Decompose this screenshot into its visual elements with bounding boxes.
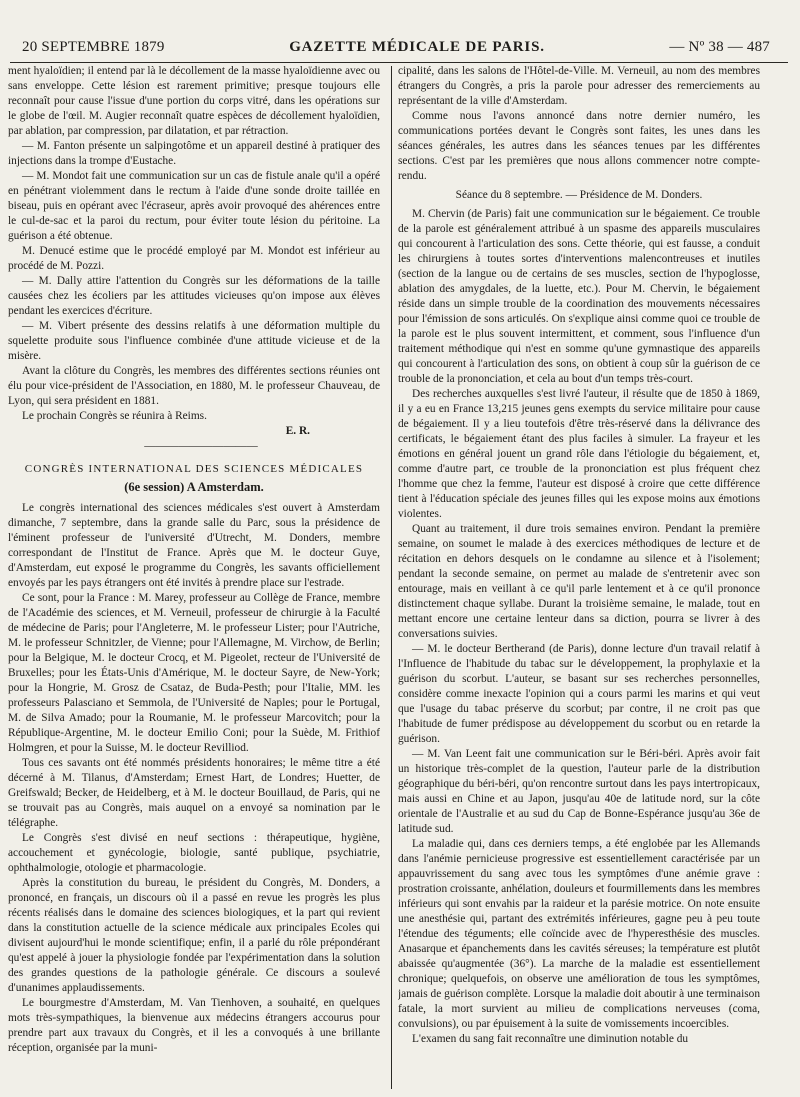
section-title: CONGRÈS INTERNATIONAL DES SCIENCES MÉDICALES <box>24 463 364 475</box>
paragraph: Des recherches auxquelles s'est livré l'auteur, il résulte que de 1850 à 1869, il y a eu en France 13,215 jeunes gens exempts du service militaire pour cause de bégaiement. Il y a lieu toutefois d'être très-réservé dans la délivrance des certificats, le bégaiement étant des plus faciles à simuler. La frayeur et les émotions en général jouent un grand rôle dans l'étiologie du bégaiement, et, comme d'autre part, ce trouble de la prononciation est plus fréquent chez l'homme que chez la femme, l'auteur est disposé à croire que cette différence tient à l'éducation spéciale des jeunes filles qui les expose moins aux émotions violentes. <box>398 388 760 520</box>
paragraph: Après la constitution du bureau, le président du Congrès, M. Donders, a prononcé, en français, un discours où il a passé en revue les progrès les plus récents réalisés dans le domaine des sciences biologiques, et la part qui revient dans la constitution actuelle de la science médicale aux principales Ecoles qui divisent aujourd'hui le monde scientifique; enfin, il a parlé du rôle prépondérant qu'est appelé à jouer la physiologie fondée par l'expérimentation dans la solution des grandes questions de la pathologie générale. Ce discours a soulevé d'unanimes applaudissements. <box>8 877 380 994</box>
right-column <box>398 64 760 1092</box>
paragraph: Avant la clôture du Congrès, les membres des différentes sections réunies ont élu pour vice-président de l'Association, en 1880, M. le professeur Chauveau, de Lyon, qui sera président en 1881. <box>8 365 380 407</box>
column-divider <box>391 66 392 1089</box>
paragraph: cipalité, dans les salons de l'Hôtel-de-Ville. M. Verneuil, au nom des membres étrangers du Congrès, a pris la parole pour adresser des remerciements au représentant de la ville d'Amsterdam. <box>398 65 760 107</box>
session-heading: Séance du 8 septembre. — Présidence de M. Donders. <box>455 189 703 201</box>
paragraph: M. Denucé estime que le procédé employé par M. Mondot est inférieur au procédé de M. Pozzi. <box>8 245 380 272</box>
paragraph: — M. Vibert présente des dessins relatifs à une déformation multiple du squelette produite sous l'influence combinée d'une attitude vicieuse et de la misère. <box>8 320 380 362</box>
paragraph: Le Congrès s'est divisé en neuf sections : thérapeutique, hygiène, accouchement et gynécologie, biologie, santé publique, psychiatrie, ophthalmologie, otologie et pharmacologie. <box>8 832 380 874</box>
paragraph: La maladie qui, dans ces derniers temps, a été englobée par les Allemands dans l'anémie pernicieuse progressive est essentiellement caractérisée par un appauvrissement du sang avec tous les symptômes d'une anémie grave : prostration croissante, anhélation, douleurs et fourmillements dans les membres inférieurs qui sont envahis par la raideur et la parésie motrice. On note ensuite une anesthésie qui, partant des extrémités inférieures, gagne peu à peu toute l'étendue des téguments; elle coïncide avec de l'hyperesthésie des muscles. Anasarque et épanchements dans les cavités séreuses; la température est plutôt abaissée qu'augmentée (36°). La marche de la maladie est essentiellement chronique; quelquefois, on observe une amélioration de tous les symptômes, jamais de guérison complète. Lorsque la maladie doit aboutir à une terminaison fatale, la mort survient au milieu de complications nerveuses (coma, convulsions), ou par épuisement à la suite de vomissements incoercibles. <box>398 838 760 1030</box>
paragraph: ment hyaloïdien; il entend par là le décollement de la masse hyaloïdienne avec ou sans enveloppe. Cette lésion est rarement primitive; presque toujours elle reconnaît pour cause l'issue d'une portion du corps vitré, dans les opérations sur le globe de l'œil. M. Augier reconnaît quatre espèces de décollement hyaloïdien, par ablation, par compression, par dilatation, et par rétraction. <box>8 65 380 137</box>
paragraph: Le prochain Congrès se réunira à Reims. <box>22 410 207 422</box>
paragraph: — M. Mondot fait une communication sur un cas de fistule anale qu'il a opéré en pénétrant violemment dans le rectum à l'aide d'une sonde droite taillée en biseau, puis en opérant avec l'écraseur, après avoir provoqué des ahérences entre le cul-de-sac et la paroi du rectum, pour éviter toute lésion du péritoine. La guérison a été obtenue. <box>8 170 380 242</box>
header-rule <box>10 62 788 63</box>
paragraph: Quant au traitement, il dure trois semaines environ. Pendant la première semaine, on soumet le malade à des exercices méthodiques de lecture et de récitation en dehors desquels on le condamne au silence et à l'isolement; pendant la seconde semaine, on permet au malade de s'entretenir avec son entourage, mais en veillant à ce qu'il parle lentement et à ce qu'il prononce distinctement chaque syllabe. Durant la troisième semaine, le malade, tout en mettant encore une certaine lenteur dans sa diction, pourra se livrer à des conversations suivies. <box>398 523 760 640</box>
paragraph: L'examen du sang fait reconnaître une diminution notable du <box>412 1033 689 1045</box>
separator-rule: —————————— <box>144 440 258 452</box>
paragraph: — M. Fanton présente un salpingotôme et un appareil destiné à pratiquer des injections dans la trompe d'Eustache. <box>8 140 380 167</box>
page-header <box>22 34 770 60</box>
paragraph: Le bourgmestre d'Amsterdam, M. Van Tienhoven, a souhaité, en quelques mots très-sympathiques, la bienvenue aux médecins étrangers accourus pour prendre part aux travaux du Congrès, et il les a convoqués à une brillante réception, organisée par la muni- <box>8 997 380 1054</box>
section-subtitle: (6e session) A Amsterdam. <box>124 480 264 494</box>
paragraph: Le congrès international des sciences médicales s'est ouvert à Amsterdam dimanche, 7 septembre, dans la grande salle du Parc, sous la présidence de l'éminent professeur de l'université d'Utrecht, M. Donders, membre correspondant de l'Institut de France. Après que M. le docteur Guye, d'Amsterdam, eut exposé le programme du Congrès, les savants officiellement envoyés par les pays étrangers ont été invités à prendre place sur l'estrade. <box>8 502 380 589</box>
paragraph: — M. Van Leent fait une communication sur le Béri-béri. Après avoir fait un historique très-complet de la question, l'auteur parle de la distribution géographique du béri-béri, qu'on rencontre surtout dans les pays intertropicaux, mais aussi en Chine et au Japon, jusqu'au 40e de latitude nord, sur la côte orientale de l'Australie et au sud du Cap de Bonne-Espérance jusqu'au 36e de latitude sud. <box>398 748 760 835</box>
paragraph: Comme nous l'avons annoncé dans notre dernier numéro, les communications portées devant le Congrès sont faites, les unes dans les séances générales, les autres dans les séances tenues par les différentes sections. C'est par les premières que nous allons commencer notre compte-rendu. <box>398 110 760 182</box>
header-issue-page: — Nº 38 — 487 <box>669 38 770 55</box>
paragraph: M. Chervin (de Paris) fait une communication sur le bégaiement. Ce trouble de la parole est généralement attribué à un spasme des appareils musculaires qui concourent à l'articulation des sons. Cette théorie, qui est fausse, a conduit les chirurgiens à toutes sortes d'interventions malencontreuses et inutiles (section de la langue ou de certains de ses muscles, section de l'hypoglosse, ablation des amygdales, de la luette, etc.). Pour M. Chervin, le bégaiement réside dans un simple trouble de la coordination des mouvements nécessaires pour l'émission de sons articulés. On s'explique ainsi comme quoi ce trouble de la parole est le plus souvent intermittent, et comment, sous l'influence d'un traitement méthodique qui n'est en somme qu'une gymnastique des appareils qui concourent à l'articulation des sons, on obtient à coup sûr la guérison de ce trouble de la prononciation, et cela au bout d'un temps très-court. <box>398 208 760 385</box>
signature: E. R. <box>285 425 310 437</box>
header-date: 20 SEPTEMBRE 1879 <box>22 38 165 55</box>
paragraph: Ce sont, pour la France : M. Marey, professeur au Collège de France, membre de l'Académie des sciences, et M. Verneuil, professeur de chirurgie à la Faculté de médecine de Paris; pour l'Angleterre, M. le professeur Lister; pour l'Autriche, M. le professeur Schnitzler, de Vienne; pour l'Allemagne, M. Virchow, de Berlin; pour la Belgique, M. le docteur Crocq, et M. Pigeolet, recteur de l'Université de Bruxelles; pour les États-Unis d'Amérique, M. le docteur Sayre, de New-York; pour la Hongrie, M. Grosz de Csataz, de Buda-Pesth; pour l'Italie, MM. les professeurs Palasciano et Semmola, de l'Université de Naples; pour le Portugal, M. de Silva Amado; pour la Roumanie, M. le professeur Marcovitch; pour la République-Argentine, M. le docteur Emilio Coni; pour la Suède, M. Frithiof Holmgren, et pour la Suisse, M. le docteur Revilliod. <box>8 592 380 754</box>
left-column <box>8 64 380 1092</box>
paragraph: — M. le docteur Bertherand (de Paris), donne lecture d'un travail relatif à l'Influence de l'habitude du tabac sur le développement, la prophylaxie et la guérison du scorbut. L'auteur, se basant sur ses recherches personnelles, considère comme inexacte l'opinion qui a cours parmi les marins et qui veut que l'usage du tabac préserve du scorbut; par contre, il ne croit pas que l'habitude de fumer prédispose au développement du scorbut ou en retarde la guérison. <box>398 643 760 745</box>
paragraph: — M. Dally attire l'attention du Congrès sur les déformations de la taille causées chez les écoliers par les attitudes vicieuses qu'on impose aux élèves pendant les exercices d'écriture. <box>8 275 380 317</box>
paragraph: Tous ces savants ont été nommés présidents honoraires; le même titre a été décerné à M. Tilanus, d'Amsterdam; Ernest Hart, de Londres; Huetter, de Greifswald; Becker, de Heidelberg, et à M. le docteur Bouillaud, de Paris, qui ne se trouvait pas au Congrès, mais auquel on a envoyé sa nomination par le télégraphe. <box>8 757 380 829</box>
header-title: GAZETTE MÉDICALE DE PARIS. <box>289 38 545 55</box>
